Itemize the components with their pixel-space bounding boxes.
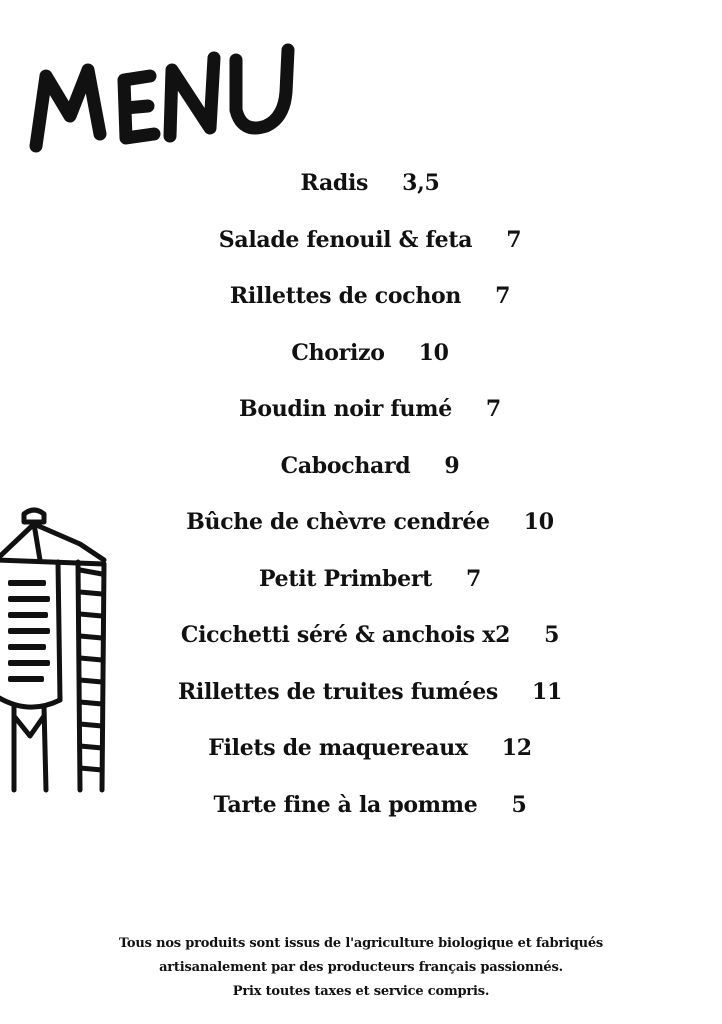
menu-item-rillettes-de-truites-fumees: [0, 664, 722, 721]
footer-line-producers: artisanalement par des producteurs français passionnés.: [159, 960, 563, 975]
menu-item-name: Cicchetti séré & anchois x2: [180, 622, 511, 648]
menu-item-name: Tarte fine à la pomme: [213, 791, 478, 818]
menu-item-radis: [0, 155, 722, 212]
menu-item-tarte-fine-a-la-pomme: [0, 777, 722, 834]
menu-item-name: Boudin noir fumé: [239, 396, 452, 422]
footer-line-prices: Prix toutes taxes et service compris.: [232, 984, 490, 999]
menu-list: [0, 155, 722, 833]
menu-item-name: Filets de maquereaux: [208, 735, 468, 761]
menu-item-price: 10: [523, 509, 554, 535]
menu-item-price: 7: [495, 283, 511, 309]
menu-item-boudin-noir-fume: [0, 381, 722, 438]
menu-item-salade-fenouil-feta: [0, 212, 722, 269]
menu-item-name: Bûche de chèvre cendrée: [186, 509, 490, 535]
menu-item-buche-de-chevre-cendree: [0, 494, 722, 551]
footer-line-organic: Tous nos produits sont issus de l'agriculture biologique et fabriqués: [118, 936, 604, 951]
menu-item-name: Radis: [300, 170, 369, 196]
menu-item-price: 9: [444, 452, 460, 479]
menu-item-price: 7: [506, 226, 522, 253]
menu-item-price: 5: [511, 791, 527, 818]
menu-item-name: Salade fenouil & feta: [218, 226, 473, 253]
menu-item-rillettes-de-cochon: [0, 268, 722, 325]
menu-item-price: 12: [501, 735, 532, 761]
menu-item-price: 7: [465, 565, 481, 592]
menu-item-cicchetti-sere-anchois: [0, 607, 722, 664]
menu-item-chorizo: [0, 325, 722, 382]
menu-item-price: 10: [418, 339, 449, 366]
menu-item-name: Chorizo: [291, 339, 385, 366]
menu-title: [22, 30, 302, 160]
footer-note: [0, 932, 722, 1004]
menu-item-name: Cabochard: [280, 452, 411, 479]
menu-item-price: 3,5: [402, 170, 440, 196]
menu-item-petit-primbert: [0, 551, 722, 608]
menu-item-filets-de-maquereaux: [0, 720, 722, 777]
menu-item-price: 7: [485, 396, 501, 422]
menu-item-cabochard: [0, 438, 722, 495]
menu-item-price: 11: [532, 678, 563, 705]
menu-item-name: Petit Primbert: [258, 565, 432, 592]
menu-item-price: 5: [544, 622, 560, 648]
menu-item-name: Rillettes de cochon: [229, 283, 462, 309]
menu-item-name: Rillettes de truites fumées: [177, 678, 499, 705]
